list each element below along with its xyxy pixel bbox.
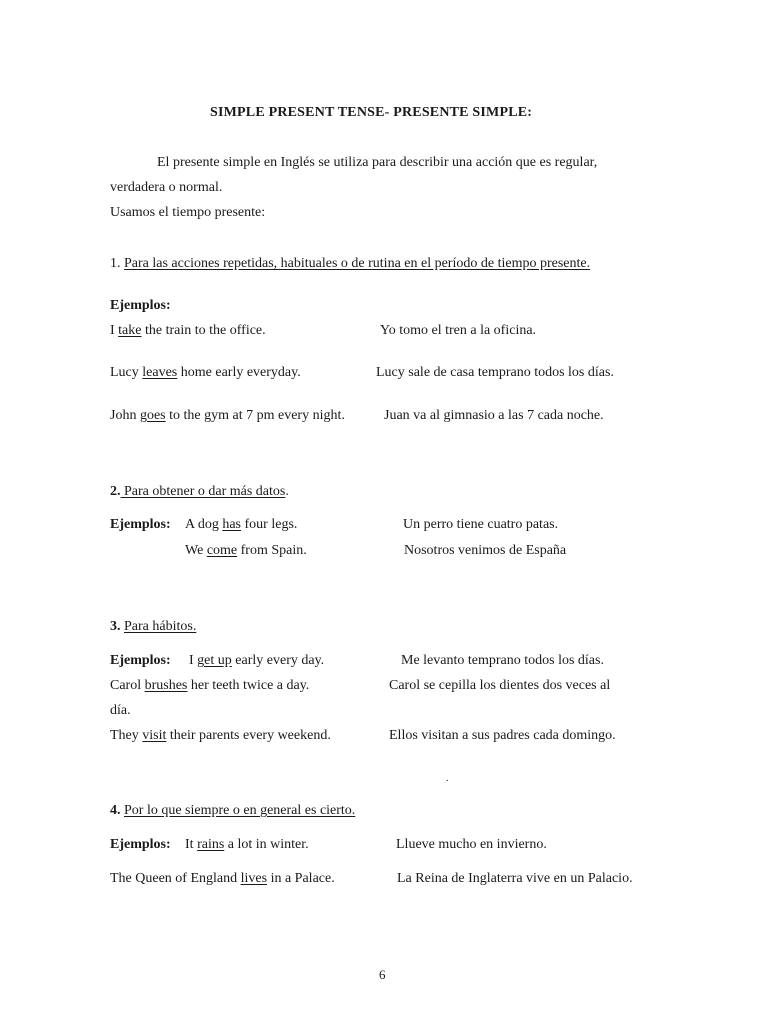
example-en: Lucy leaves home early everyday. bbox=[110, 365, 301, 380]
examples-label: Ejemplos: bbox=[110, 517, 171, 532]
verb: rains bbox=[197, 837, 225, 852]
page-title: SIMPLE PRESENT TENSE- PRESENTE SIMPLE: bbox=[210, 105, 533, 120]
example-en: I take the train to the office. bbox=[110, 323, 266, 338]
verb: goes bbox=[139, 408, 166, 423]
example-es-continuation: día. bbox=[110, 703, 131, 718]
intro-line-1: El presente simple en Inglés se utiliza para describir una acción que es regular, bbox=[157, 155, 598, 170]
example-en: Carol brushes her teeth twice a day. bbox=[110, 678, 310, 693]
verb: visit bbox=[142, 728, 167, 743]
example-en: It rains a lot in winter. bbox=[185, 837, 309, 852]
example-es: La Reina de Inglaterra vive en un Palacio. bbox=[397, 871, 633, 886]
section-heading-text: Para las acciones repetidas, habituales o de rutina en el período de tiempo presente. bbox=[124, 256, 591, 271]
example-es: Me levanto temprano todos los días. bbox=[401, 653, 604, 668]
example-es: Lucy sale de casa temprano todos los días. bbox=[376, 365, 614, 380]
verb: get up bbox=[197, 653, 232, 668]
example-en: John goes to the gym at 7 pm every night. bbox=[110, 408, 345, 423]
example-es: Un perro tiene cuatro patas. bbox=[403, 517, 559, 532]
page-number: 6 bbox=[379, 967, 386, 982]
example-es: Llueve mucho en invierno. bbox=[396, 837, 547, 852]
example-es: Yo tomo el tren a la oficina. bbox=[380, 323, 537, 338]
verb: leaves bbox=[142, 365, 178, 380]
intro-line-3: Usamos el tiempo presente: bbox=[110, 205, 266, 220]
example-es: Juan va al gimnasio a las 7 cada noche. bbox=[384, 408, 604, 423]
section-4-heading bbox=[110, 802, 355, 820]
section-number: 4. bbox=[110, 803, 121, 818]
section-1-heading bbox=[110, 255, 590, 273]
section-2-heading: 2. Para obtener o dar más datos. bbox=[110, 484, 289, 499]
section-number: 1. bbox=[110, 256, 121, 271]
example-en: We come from Spain. bbox=[185, 543, 307, 558]
section-heading-text: Para obtener o dar más datos bbox=[120, 484, 286, 499]
verb: lives bbox=[240, 871, 268, 886]
verb: come bbox=[206, 543, 238, 558]
section-heading-text: Por lo que siempre o en general es cierto. bbox=[124, 803, 356, 818]
verb: brushes bbox=[144, 678, 188, 693]
examples-label: Ejemplos: bbox=[110, 837, 171, 852]
section-number: 2. bbox=[110, 484, 121, 499]
example-en: The Queen of England lives in a Palace. bbox=[110, 871, 335, 886]
verb: take bbox=[118, 323, 142, 338]
example-en: They visit their parents every weekend. bbox=[110, 728, 331, 743]
example-en: A dog has four legs. bbox=[185, 517, 298, 532]
section-3-heading bbox=[110, 618, 196, 636]
stray-mark: . bbox=[446, 773, 449, 784]
examples-label: Ejemplos: bbox=[110, 653, 171, 668]
example-en: I get up early every day. bbox=[189, 653, 325, 668]
example-es: Carol se cepilla los dientes dos veces al bbox=[389, 678, 611, 693]
example-es: Ellos visitan a sus padres cada domingo. bbox=[389, 728, 616, 743]
section-number: 3. bbox=[110, 619, 121, 634]
verb: has bbox=[222, 517, 242, 532]
intro-line-2: verdadera o normal. bbox=[110, 180, 223, 195]
section-heading-text: Para hábitos. bbox=[124, 619, 197, 634]
examples-label: Ejemplos: bbox=[110, 298, 171, 313]
example-es: Nosotros venimos de España bbox=[404, 543, 567, 558]
